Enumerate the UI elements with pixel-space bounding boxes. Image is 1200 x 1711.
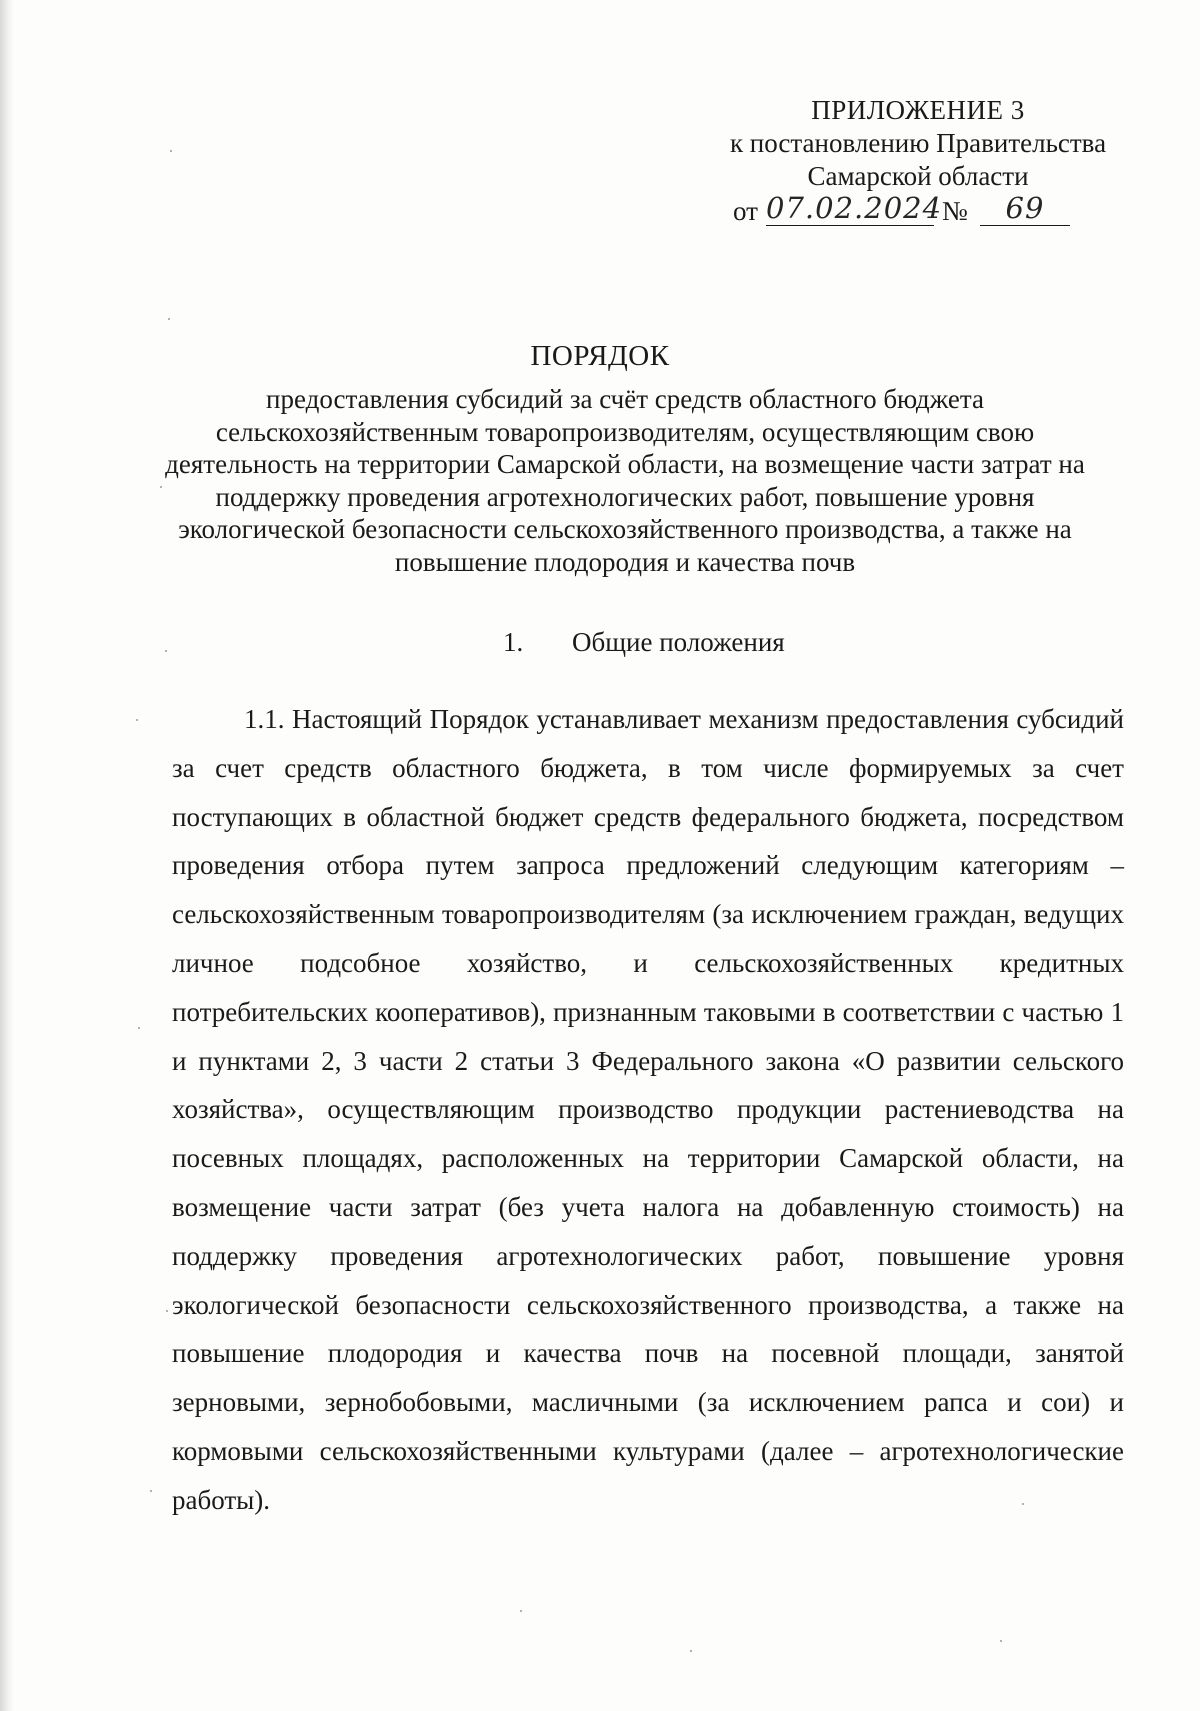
scan-speck — [1000, 1640, 1002, 1642]
appendix-line-region: Самарской области — [807, 161, 1029, 191]
scan-speck — [136, 719, 138, 721]
order-heading: ПОРЯДОК — [530, 340, 670, 372]
scan-speck — [520, 1610, 522, 1612]
handwritten-number: 69 — [980, 191, 1070, 226]
order-subtitle: предоставления субсидий за счёт средств областного бюджета сельскохозяйственным товаропроизводителям, осуществляющим свою деятельность на территории Самарской области, на возмещение части затрат на поддержку проведения агротехнологических работ, повышение уровня экологической безопасности сельскохозяйственного производства, а также на повышение плодородия и качества почв — [165, 384, 1085, 577]
handwritten-date: 07.02.2024 — [766, 191, 943, 225]
from-label: от — [733, 196, 758, 226]
scan-speck — [168, 318, 170, 320]
appendix-line-decree: к постановлению Правительства — [729, 128, 1107, 158]
scan-speck — [690, 1650, 692, 1652]
appendix-date-line — [698, 193, 1138, 229]
scan-speck — [165, 650, 167, 652]
scan-speck — [170, 150, 172, 152]
section-title: Общие положения — [572, 627, 785, 657]
scan-speck — [1022, 1503, 1024, 1505]
appendix-title: ПРИЛОЖЕНИЕ 3 — [811, 95, 1025, 125]
scan-speck — [160, 486, 162, 488]
scan-edge-shadow — [0, 0, 14, 1711]
scan-speck — [138, 1027, 140, 1029]
scan-speck — [150, 1490, 152, 1492]
section-number: 1. — [503, 627, 524, 657]
paragraph-1-1: 1.1. Настоящий Порядок устанавливает механизм предоставления субсидий за счет средств областного бюджета, в том числе формируемых за счет поступающих в областной бюджет средств федерального бюджета, посредством проведения отбора путем запроса предложений следующим категориям – сельскохозяйственным товаропроизводителям (за исключением граждан, ведущих личное подсобное хозяйство, и сельскохозяйственных кредитных потребительских кооперативов), признанным таковыми в соответствии с частью 1 и пунктами 2, 3 части 2 статьи 3 Федерального закона «О развитии сельского хозяйства», осуществляющим производство продукции растениеводства на посевных площадях, расположенных на территории Самарской области, на возмещение части затрат (без учета налога на добавленную стоимость) на поддержку проведения агротехнологических работ, повышение уровня экологической безопасности сельскохозяйственного производства, а также на повышение плодородия и качества почв на посевной площади, занятой зерновыми, зернобобовыми, масличными (за исключением рапса и сои) и кормовыми сельскохозяйственными культурами (далее – агротехнологические работы). — [172, 704, 1124, 1515]
appendix-header — [698, 94, 1138, 229]
scan-speck — [166, 1310, 168, 1312]
number-label: № — [942, 196, 968, 226]
